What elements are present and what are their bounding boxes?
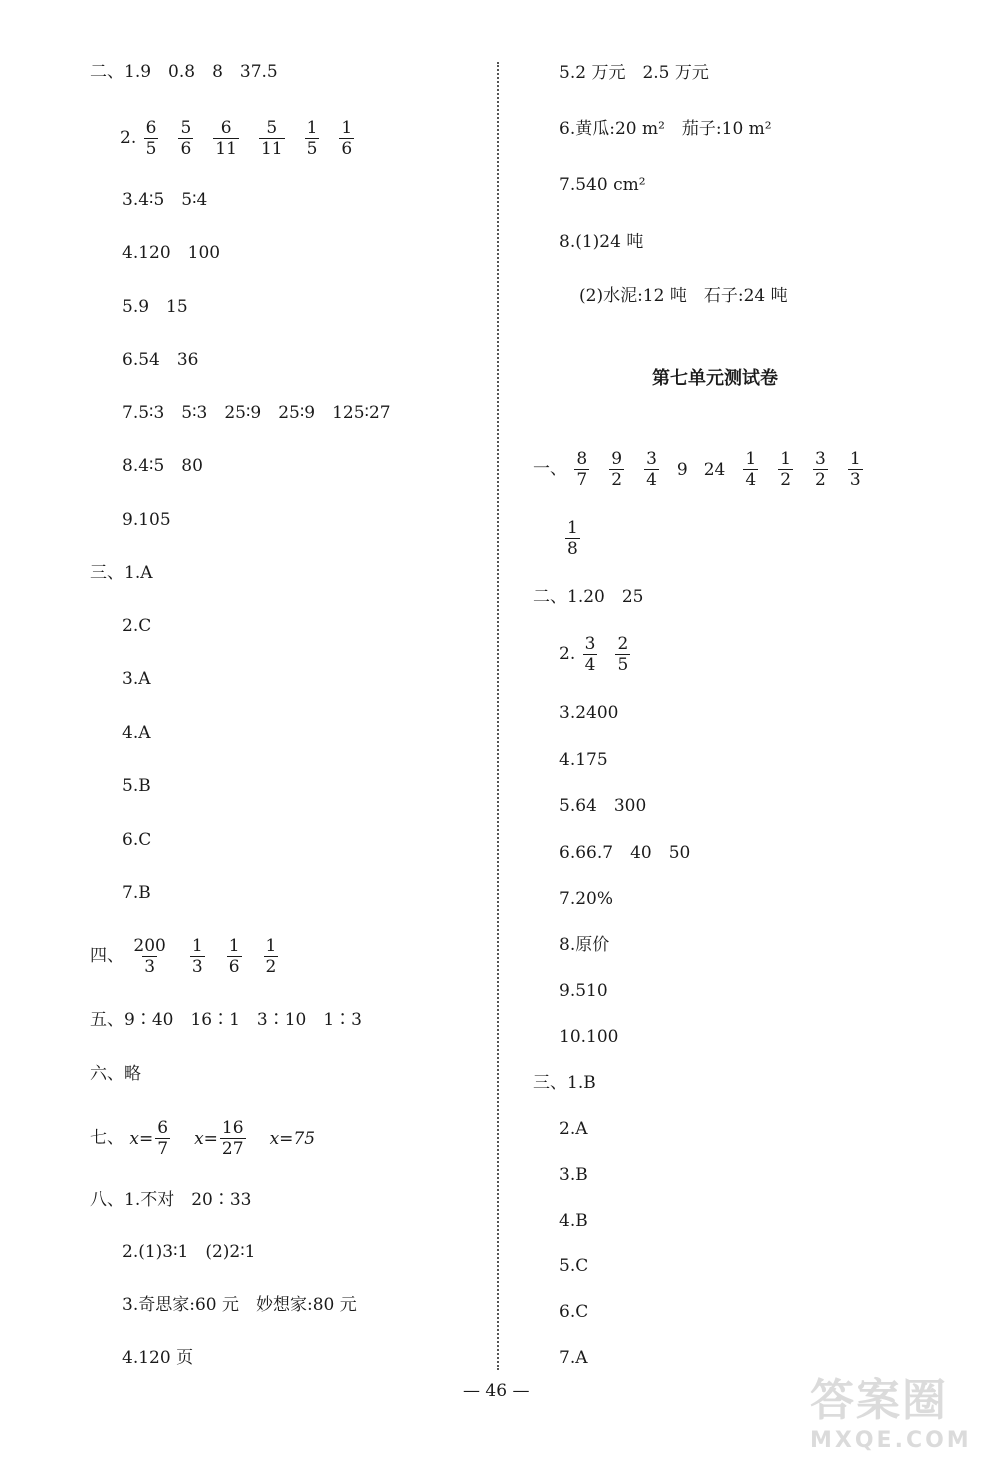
frac-denominator: 7 [157,1139,169,1159]
unit-answer-1-label: 一、 [533,459,567,479]
answer-2-2-label: 2. [120,128,137,148]
watermark-logo-top: 答案圈 [810,1375,948,1426]
frac-denominator: 4 [745,470,757,490]
frac-denominator: 3 [849,470,861,490]
frac-numerator: 5 [180,118,192,138]
answer-4-fractions [129,936,298,977]
fraction [188,936,207,977]
frac-denominator: 2 [265,957,277,977]
frac-numerator: 200 [133,936,166,956]
fraction [581,634,600,675]
answer-7-frac2 [220,1118,246,1159]
frac-denominator: 4 [584,655,596,675]
fraction [262,936,281,977]
fraction-body [644,449,659,490]
answer-8-4: 4.120 页 [122,1348,194,1368]
frac-numerator: 1 [228,936,240,956]
unit-answer-3-3: 3.B [559,1165,588,1185]
frac-numerator: 9 [611,449,623,469]
frac-numerator: 1 [265,936,277,956]
fraction-body [227,936,242,977]
fraction-body [190,936,205,977]
unit-answer-2-4: 4.175 [559,750,608,770]
fraction-body [178,118,193,159]
answer-7-x1: x= [129,1128,154,1149]
unit-answer-2-3: 3.2400 [559,703,619,723]
fraction-body [583,634,598,675]
answer-3-1: 三、1.A [90,563,153,583]
answer-2-5: 5.9 15 [122,297,188,317]
frac-denominator: 3 [144,957,156,977]
fraction-body [848,449,863,490]
unit-answer-2-9: 9.510 [559,981,608,1001]
answer-8-2: 2.(1)3∶1 (2)2∶1 [122,1242,256,1262]
unit-answer-2-2-fractions [581,634,647,675]
watermark-logo [810,1364,980,1456]
watermark-logo-bottom: MXQE.COM [810,1428,972,1453]
answer-2-6: 6.54 36 [122,350,199,370]
frac-numerator: 1 [745,449,757,469]
page-number: — 46 — [463,1381,530,1401]
answer-8-3: 3.奇思家:60 元 妙想家:80 元 [122,1295,357,1315]
answer-r-8-1: 8.(1)24 吨 [559,232,644,252]
answer-2-9: 9.105 [122,510,171,530]
unit-answer-2-6: 6.66.7 40 50 [559,843,691,863]
frac-denominator: 2 [780,470,792,490]
frac-numerator: 6 [145,118,157,138]
frac-numerator: 6 [220,118,232,138]
frac-denominator: 11 [260,139,283,159]
fraction [176,118,195,159]
frac-numerator: 5 [266,118,278,138]
fraction-body [574,449,589,490]
frac-denominator: 2 [815,470,826,490]
fraction [337,118,356,159]
frac-numerator: 3 [646,449,657,469]
answer-r-8-2: (2)水泥:12 吨 石子:24 吨 [579,286,788,306]
fraction-body [305,118,320,159]
answer-2-1: 二、1.9 0.8 8 37.5 [90,62,278,82]
answer-8-1: 八、1.不对 20∶33 [90,1190,252,1210]
unit-answer-3-2: 2.A [559,1119,588,1139]
frac-numerator: 1 [780,449,792,469]
unit-answer-2-10: 10.100 [559,1027,619,1047]
unit-answer-2-1: 二、1.20 25 [533,587,644,607]
answer-r-6: 6.黄瓜:20 m² 茄子:10 m² [559,119,772,139]
answer-7 [90,1118,315,1159]
answer-3-6: 6.C [122,830,152,850]
frac-numerator: 3 [584,634,596,654]
answer-7-frac1 [155,1118,170,1159]
fraction [607,449,626,490]
frac-numerator: 8 [576,449,588,469]
answer-7-label: 七、 [90,1128,124,1148]
answer-3-4: 4.A [122,723,151,743]
unit-answer-2-8: 8.原价 [559,935,610,955]
frac-denominator: 6 [341,139,353,159]
frac-denominator: 11 [215,139,237,159]
answer-3-5: 5.B [122,776,151,796]
frac-numerator: 1 [849,449,861,469]
answer-3-3: 3.A [122,669,151,689]
unit-answer-2-7: 7.20% [559,889,614,909]
answer-7-equations [129,1118,315,1159]
answer-7-x3: x=75 [269,1128,316,1149]
answer-2-3: 3.4∶5 5∶4 [122,190,208,210]
fraction [846,449,865,490]
answer-4-label: 四、 [90,946,124,966]
fraction [811,449,830,490]
fraction [211,118,241,159]
answer-3-7: 7.B [122,883,151,903]
number-value: 9 [676,459,688,480]
unit-answer-3-7: 7.A [559,1348,588,1368]
fraction-body [615,634,630,675]
fraction [642,449,661,490]
answer-6: 六、略 [90,1064,141,1084]
fraction-body [778,449,793,490]
column-divider [497,62,499,1370]
answer-r-5: 5.2 万元 2.5 万元 [559,63,709,83]
frac-numerator: 2 [617,634,629,654]
frac-denominator: 3 [191,957,203,977]
frac-denominator: 7 [576,470,588,490]
answer-3-2: 2.C [122,616,152,636]
unit-answer-1-cont-frac [565,518,580,559]
fraction-body [743,449,758,490]
answer-7-x2: x= [194,1128,218,1149]
fraction-body [339,118,354,159]
frac-denominator: 8 [567,539,578,559]
answer-2-7: 7.5∶3 5∶3 25∶9 25∶9 125∶27 [122,403,391,423]
fraction [572,449,591,490]
unit-answer-3-4: 4.B [559,1211,588,1231]
number-value: 24 [703,459,726,480]
fraction [142,118,161,159]
frac-denominator: 4 [646,470,657,490]
frac-numerator: 16 [221,1118,244,1138]
frac-denominator: 6 [180,139,192,159]
unit-answer-3-6: 6.C [559,1302,589,1322]
answer-2-2-fractions [142,118,373,159]
unit-answer-2-2 [559,634,646,675]
unit-title: 第七单元测试卷 [652,368,778,389]
fraction [303,118,322,159]
unit-answer-2-5: 5.64 300 [559,796,647,816]
fraction [613,634,632,675]
fraction [257,118,287,159]
fraction [741,449,760,490]
frac-numerator: 1 [567,518,578,538]
fraction-body [609,449,624,490]
frac-denominator: 5 [617,655,629,675]
fraction-body [213,118,239,159]
frac-numerator: 6 [157,1118,169,1138]
answer-5: 五、9∶40 16∶1 3∶10 1∶3 [90,1010,362,1030]
unit-answer-1-items [572,449,880,490]
frac-numerator: 1 [306,118,318,138]
frac-denominator: 6 [228,957,240,977]
fraction-body [264,936,279,977]
fraction [225,936,244,977]
frac-denominator: 5 [145,139,157,159]
fraction-body [144,118,159,159]
answer-4 [90,936,298,977]
fraction-body [131,936,167,977]
unit-answer-1-cont [563,518,582,559]
fraction [129,936,169,977]
answer-r-7: 7.540 cm² [559,175,646,195]
frac-denominator: 27 [221,1139,244,1159]
frac-numerator: 1 [191,936,203,956]
answer-2-4: 4.120 100 [122,243,221,263]
fraction-body [813,449,828,490]
fraction-body [259,118,285,159]
frac-denominator: 2 [611,470,623,490]
frac-denominator: 5 [306,139,318,159]
answer-2-8: 8.4∶5 80 [122,456,203,476]
unit-answer-3-1: 三、1.B [533,1073,596,1093]
frac-numerator: 1 [341,118,353,138]
unit-answer-2-2-label: 2. [559,644,576,664]
answer-2-2 [120,118,372,159]
fraction [776,449,795,490]
frac-numerator: 3 [815,449,826,469]
unit-answer-1 [533,449,881,490]
unit-answer-3-5: 5.C [559,1256,589,1276]
